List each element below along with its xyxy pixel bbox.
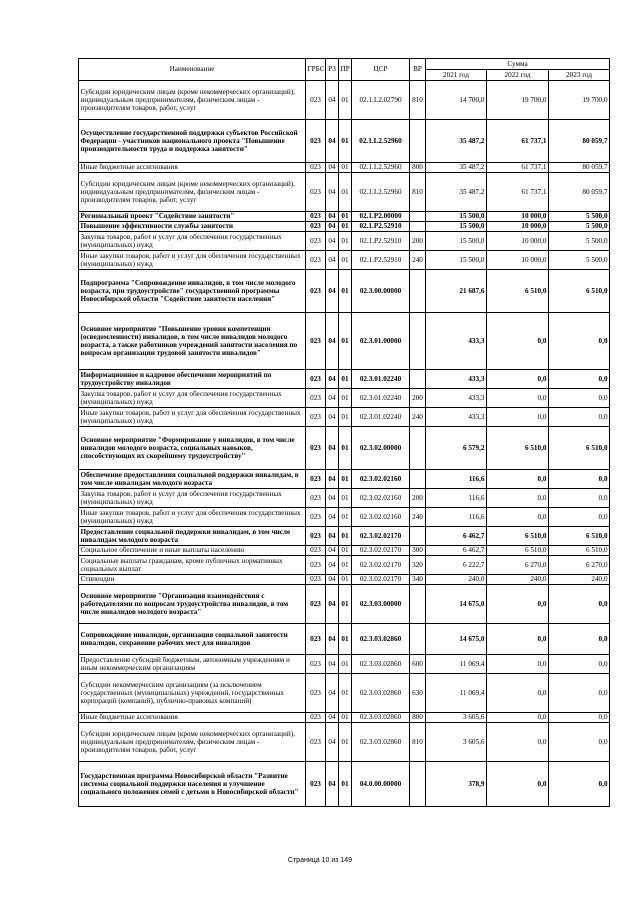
row-vr — [410, 313, 426, 370]
row-name: Закупка товаров, работ и услуг для обеспечения государственных (муниципальных) нужд — [79, 232, 306, 251]
row-rz: 04 — [326, 370, 339, 389]
row-rz: 04 — [326, 212, 339, 222]
table-row — [79, 251, 610, 270]
row-name: Информационное и кадровое обеспечение мероприятий по трудоустройству инвалидов — [79, 370, 306, 389]
row-sum-2022: 0,0 — [487, 713, 549, 723]
row-rz: 04 — [326, 556, 339, 575]
row-pr: 01 — [339, 556, 352, 575]
row-sum-2022: 0,0 — [487, 723, 549, 762]
row-sum-2021: 3 605,6 — [426, 713, 487, 723]
table-row — [79, 624, 610, 655]
row-csr: 02.3.02.00000 — [352, 427, 410, 470]
row-sum-2021: 116,6 — [426, 489, 487, 508]
table-row — [79, 713, 610, 723]
row-sum-2021: 378,9 — [426, 762, 487, 807]
row-grbs: 023 — [306, 232, 326, 251]
row-sum-2022: 0,0 — [487, 674, 549, 713]
row-rz: 04 — [326, 527, 339, 546]
row-pr: 01 — [339, 723, 352, 762]
row-sum-2021: 21 687,6 — [426, 270, 487, 313]
row-sum-2023: 6 510,0 — [549, 527, 610, 546]
row-grbs: 023 — [306, 408, 326, 427]
row-sum-2021: 35 487,2 — [426, 163, 487, 173]
row-grbs: 023 — [306, 546, 326, 556]
row-rz: 04 — [326, 508, 339, 527]
row-vr: 600 — [410, 655, 426, 674]
row-rz: 04 — [326, 120, 339, 163]
row-vr: 340 — [410, 575, 426, 585]
row-sum-2023: 5 500,0 — [549, 251, 610, 270]
row-rz: 04 — [326, 762, 339, 807]
row-sum-2021: 433,3 — [426, 389, 487, 408]
row-csr: 02.1.P2.52910 — [352, 232, 410, 251]
row-sum-2023: 0,0 — [549, 489, 610, 508]
row-csr: 02.3.02.02170 — [352, 556, 410, 575]
row-csr: 02.3.03.02860 — [352, 713, 410, 723]
row-vr — [410, 212, 426, 222]
row-sum-2023: 240,0 — [549, 575, 610, 585]
row-sum-2021: 3 605,6 — [426, 723, 487, 762]
table-row — [79, 120, 610, 163]
table-row — [79, 232, 610, 251]
row-sum-2021: 116,6 — [426, 470, 487, 489]
header-year-2021: 2021 год — [426, 70, 487, 81]
row-sum-2023: 5 500,0 — [549, 212, 610, 222]
row-sum-2023: 6 510,0 — [549, 427, 610, 470]
row-sum-2023: 0,0 — [549, 508, 610, 527]
row-name: Региональный проект "Содействие занятости" — [79, 212, 306, 222]
row-name: Социальные выплаты гражданам, кроме публичных нормативных социальных выплат — [79, 556, 306, 575]
row-name: Основное мероприятие "Повышение уровня компетенции (осведомленности) инвалидов, в том числе инвалидов молодого возраста, а также работников учреждений занятости населения по вопросам организации трудовой занятости инвалидов" — [79, 313, 306, 370]
row-sum-2023: 6 510,0 — [549, 546, 610, 556]
row-sum-2022: 0,0 — [487, 585, 549, 624]
row-name: Субсидии юридическим лицам (кроме некоммерческих организаций), индивидуальным предпринимателям, физическим лицам - производителям товаров, работ, услуг — [79, 173, 306, 212]
table-row — [79, 585, 610, 624]
row-name: Сопровождение инвалидов, организация социальной занятости инвалидов, сохранение рабочих мест для инвалидов — [79, 624, 306, 655]
row-pr: 01 — [339, 489, 352, 508]
row-sum-2022: 61 737,1 — [487, 173, 549, 212]
table-row — [79, 723, 610, 762]
row-sum-2022: 19 700,0 — [487, 81, 549, 120]
row-csr: 02.1.L2.52960 — [352, 173, 410, 212]
row-sum-2022: 6 510,0 — [487, 427, 549, 470]
header-rz: РЗ — [326, 59, 339, 81]
row-sum-2022: 0,0 — [487, 624, 549, 655]
row-sum-2021: 15 500,0 — [426, 232, 487, 251]
row-pr: 01 — [339, 173, 352, 212]
row-pr: 01 — [339, 508, 352, 527]
row-sum-2023: 0,0 — [549, 313, 610, 370]
header-grbs: ГРБС — [306, 59, 326, 81]
row-name: Субсидии юридическим лицам (кроме некоммерческих организаций), индивидуальным предпринимателям, физическим лицам - производителям товаров, работ, услуг — [79, 81, 306, 120]
row-pr: 01 — [339, 527, 352, 546]
table-body — [79, 81, 610, 807]
row-pr: 01 — [339, 408, 352, 427]
row-csr: 02.3.02.02170 — [352, 527, 410, 546]
row-grbs: 023 — [306, 762, 326, 807]
row-sum-2021: 6 462,7 — [426, 527, 487, 546]
row-pr: 01 — [339, 313, 352, 370]
row-grbs: 023 — [306, 585, 326, 624]
row-sum-2021: 15 500,0 — [426, 212, 487, 222]
row-grbs: 023 — [306, 212, 326, 222]
row-rz: 04 — [326, 546, 339, 556]
row-csr: 02.3.00.00000 — [352, 270, 410, 313]
row-csr: 02.3.01.02240 — [352, 408, 410, 427]
row-sum-2023: 0,0 — [549, 389, 610, 408]
row-grbs: 023 — [306, 489, 326, 508]
row-name: Иные закупки товаров, работ и услуг для обеспечения государственных (муниципальных) нужд — [79, 508, 306, 527]
row-name: Обеспечение предоставления социальной поддержки инвалидам, в том числе инвалидам молодого возраста — [79, 470, 306, 489]
header-year-2022: 2022 год — [487, 70, 549, 81]
row-sum-2022: 6 270,0 — [487, 556, 549, 575]
row-csr: 02.3.03.02860 — [352, 624, 410, 655]
row-vr: 630 — [410, 674, 426, 713]
row-csr: 02.3.02.02170 — [352, 575, 410, 585]
row-sum-2022: 0,0 — [487, 489, 549, 508]
row-sum-2023: 80 059,7 — [549, 120, 610, 163]
row-grbs: 023 — [306, 270, 326, 313]
row-pr: 01 — [339, 624, 352, 655]
row-pr: 01 — [339, 251, 352, 270]
row-sum-2023: 80 059,7 — [549, 173, 610, 212]
row-sum-2023: 0,0 — [549, 762, 610, 807]
row-csr: 02.3.02.02160 — [352, 508, 410, 527]
header-pr: ПР — [339, 59, 352, 81]
row-csr: 02.3.02.02170 — [352, 546, 410, 556]
row-vr — [410, 762, 426, 807]
row-csr: 02.1.L2.52960 — [352, 120, 410, 163]
row-pr: 01 — [339, 120, 352, 163]
row-sum-2022: 0,0 — [487, 762, 549, 807]
row-pr: 01 — [339, 585, 352, 624]
row-pr: 01 — [339, 470, 352, 489]
row-name: Закупка товаров, работ и услуг для обеспечения государственных (муниципальных) нужд — [79, 389, 306, 408]
row-pr: 01 — [339, 232, 352, 251]
table-row — [79, 674, 610, 713]
row-vr: 240 — [410, 251, 426, 270]
row-name: Иные бюджетные ассигнования — [79, 713, 306, 723]
row-csr: 02.1.P2.52910 — [352, 251, 410, 270]
row-vr: 800 — [410, 163, 426, 173]
table-row — [79, 81, 610, 120]
row-grbs: 023 — [306, 173, 326, 212]
row-vr — [410, 624, 426, 655]
row-sum-2022: 0,0 — [487, 313, 549, 370]
row-csr: 02.1.P2.52910 — [352, 222, 410, 232]
row-name: Основное мероприятие "Организация взаимодействия с работодателями по вопросам трудоустройства инвалидов, в том числе инвалидов молодого возраста" — [79, 585, 306, 624]
row-pr: 01 — [339, 222, 352, 232]
row-sum-2022: 6 510,0 — [487, 527, 549, 546]
row-pr: 01 — [339, 370, 352, 389]
row-grbs: 023 — [306, 556, 326, 575]
table-row — [79, 270, 610, 313]
row-sum-2023: 6 270,0 — [549, 556, 610, 575]
row-pr: 01 — [339, 163, 352, 173]
row-vr — [410, 585, 426, 624]
row-name: Иные закупки товаров, работ и услуг для обеспечения государственных (муниципальных) нужд — [79, 408, 306, 427]
row-sum-2021: 14 675,0 — [426, 624, 487, 655]
page-number: Страница 10 из 149 — [287, 857, 353, 864]
header-sum: Сумма — [426, 59, 610, 70]
row-rz: 04 — [326, 489, 339, 508]
row-grbs: 023 — [306, 527, 326, 546]
row-sum-2023: 80 059,7 — [549, 163, 610, 173]
row-vr: 200 — [410, 489, 426, 508]
row-sum-2021: 35 487,2 — [426, 173, 487, 212]
row-grbs: 023 — [306, 655, 326, 674]
row-sum-2023: 0,0 — [549, 470, 610, 489]
row-sum-2022: 6 510,0 — [487, 546, 549, 556]
row-csr: 02.3.03.02860 — [352, 655, 410, 674]
row-sum-2021: 6 579,2 — [426, 427, 487, 470]
row-sum-2022: 0,0 — [487, 508, 549, 527]
row-vr: 810 — [410, 81, 426, 120]
row-sum-2023: 6 510,0 — [549, 270, 610, 313]
row-rz: 04 — [326, 624, 339, 655]
row-csr: 04.0.00.00000 — [352, 762, 410, 807]
row-sum-2021: 15 500,0 — [426, 251, 487, 270]
row-sum-2021: 240,0 — [426, 575, 487, 585]
row-rz: 04 — [326, 270, 339, 313]
row-grbs: 023 — [306, 508, 326, 527]
row-pr: 01 — [339, 81, 352, 120]
row-sum-2021: 433,3 — [426, 313, 487, 370]
table-row — [79, 655, 610, 674]
row-csr: 02.3.01.02240 — [352, 370, 410, 389]
row-vr: 810 — [410, 173, 426, 212]
row-sum-2023: 0,0 — [549, 674, 610, 713]
row-rz: 04 — [326, 232, 339, 251]
row-grbs: 023 — [306, 370, 326, 389]
row-sum-2022: 240,0 — [487, 575, 549, 585]
row-sum-2022: 6 510,0 — [487, 270, 549, 313]
row-vr: 200 — [410, 232, 426, 251]
header-name: Наименование — [79, 59, 306, 81]
row-name: Предоставление субсидий бюджетным, автономным учреждениям и иным некоммерческим организациям — [79, 655, 306, 674]
row-pr: 01 — [339, 762, 352, 807]
row-csr: 02.1.P2.00000 — [352, 212, 410, 222]
row-sum-2021: 6 222,7 — [426, 556, 487, 575]
row-pr: 01 — [339, 674, 352, 713]
row-name: Субсидии некоммерческим организациям (за исключением государственных (муниципальных) учреждений, государственных корпораций (компаний), публично-правовых компаний) — [79, 674, 306, 713]
row-sum-2023: 0,0 — [549, 370, 610, 389]
row-name: Повышение эффективности службы занятости — [79, 222, 306, 232]
row-vr — [410, 427, 426, 470]
row-rz: 04 — [326, 575, 339, 585]
row-csr: 02.1.L2.52960 — [352, 163, 410, 173]
row-vr — [410, 120, 426, 163]
row-rz: 04 — [326, 408, 339, 427]
header-csr: ЦСР — [352, 59, 410, 81]
table-row — [79, 762, 610, 807]
row-csr: 02.3.03.00000 — [352, 585, 410, 624]
row-grbs: 023 — [306, 723, 326, 762]
row-rz: 04 — [326, 723, 339, 762]
row-rz: 04 — [326, 222, 339, 232]
row-sum-2022: 0,0 — [487, 389, 549, 408]
row-sum-2021: 433,3 — [426, 408, 487, 427]
row-csr: 02.1.L2.02790 — [352, 81, 410, 120]
row-sum-2022: 10 000,0 — [487, 232, 549, 251]
row-sum-2022: 10 000,0 — [487, 222, 549, 232]
row-vr — [410, 527, 426, 546]
row-sum-2022: 10 000,0 — [487, 251, 549, 270]
row-grbs: 023 — [306, 624, 326, 655]
row-grbs: 023 — [306, 313, 326, 370]
row-sum-2023: 0,0 — [549, 585, 610, 624]
header-vr: ВР — [410, 59, 426, 81]
row-sum-2023: 5 500,0 — [549, 232, 610, 251]
table-row — [79, 173, 610, 212]
row-sum-2021: 6 462,7 — [426, 546, 487, 556]
row-sum-2023: 19 700,0 — [549, 81, 610, 120]
row-pr: 01 — [339, 270, 352, 313]
row-rz: 04 — [326, 674, 339, 713]
row-pr: 01 — [339, 546, 352, 556]
row-vr: 800 — [410, 713, 426, 723]
row-sum-2022: 0,0 — [487, 470, 549, 489]
row-grbs: 023 — [306, 81, 326, 120]
row-grbs: 023 — [306, 470, 326, 489]
row-rz: 04 — [326, 251, 339, 270]
row-csr: 02.3.02.02160 — [352, 489, 410, 508]
table-row — [79, 212, 610, 222]
row-csr: 02.3.01.00000 — [352, 313, 410, 370]
row-csr: 02.3.01.02240 — [352, 389, 410, 408]
row-sum-2023: 0,0 — [549, 713, 610, 723]
table-row — [79, 556, 610, 575]
row-grbs: 023 — [306, 120, 326, 163]
row-sum-2021: 11 069,4 — [426, 655, 487, 674]
row-pr: 01 — [339, 389, 352, 408]
table-row — [79, 489, 610, 508]
row-pr: 01 — [339, 575, 352, 585]
row-grbs: 023 — [306, 674, 326, 713]
row-name: Предоставление социальной поддержки инвалидам, в том числе инвалидам молодого возраста — [79, 527, 306, 546]
table-row — [79, 389, 610, 408]
row-name: Подпрограмма "Сопровождение инвалидов, в том числе молодого возраста, при трудоустройстве" государственной программы Новосибирской области "Содействие занятости населения" — [79, 270, 306, 313]
row-sum-2022: 0,0 — [487, 408, 549, 427]
row-sum-2022: 61 737,1 — [487, 163, 549, 173]
table-row — [79, 508, 610, 527]
row-name: Стипендии — [79, 575, 306, 585]
row-rz: 04 — [326, 81, 339, 120]
row-vr — [410, 270, 426, 313]
row-name: Социальное обеспечение и иные выплаты населению — [79, 546, 306, 556]
row-sum-2021: 116,6 — [426, 508, 487, 527]
row-name: Субсидии юридическим лицам (кроме некоммерческих организаций), индивидуальным предпринимателям, физическим лицам - производителям товаров, работ, услуг — [79, 723, 306, 762]
row-sum-2022: 0,0 — [487, 655, 549, 674]
row-sum-2023: 0,0 — [549, 624, 610, 655]
table-header-row — [79, 59, 610, 70]
table-row — [79, 427, 610, 470]
table-row — [79, 575, 610, 585]
row-sum-2021: 15 500,0 — [426, 222, 487, 232]
row-grbs: 023 — [306, 389, 326, 408]
row-vr: 240 — [410, 408, 426, 427]
row-sum-2021: 14 700,0 — [426, 81, 487, 120]
row-grbs: 023 — [306, 427, 326, 470]
row-rz: 04 — [326, 427, 339, 470]
row-sum-2022: 61 737,1 — [487, 120, 549, 163]
row-name: Основное мероприятие "Формирование у инвалидов, в том числе инвалидов молодого возраста, социальных навыков, способствующих их скорейшему трудоустройству" — [79, 427, 306, 470]
header-year-2023: 2023 год — [549, 70, 610, 81]
row-grbs: 023 — [306, 713, 326, 723]
row-rz: 04 — [326, 313, 339, 370]
row-name: Закупка товаров, работ и услуг для обеспечения государственных (муниципальных) нужд — [79, 489, 306, 508]
row-name: Иные бюджетные ассигнования — [79, 163, 306, 173]
row-sum-2023: 0,0 — [549, 408, 610, 427]
row-rz: 04 — [326, 173, 339, 212]
row-vr — [410, 470, 426, 489]
row-pr: 01 — [339, 212, 352, 222]
row-rz: 04 — [326, 713, 339, 723]
row-sum-2021: 35 487,2 — [426, 120, 487, 163]
row-rz: 04 — [326, 389, 339, 408]
table-row — [79, 370, 610, 389]
row-sum-2021: 11 069,4 — [426, 674, 487, 713]
row-sum-2022: 0,0 — [487, 370, 549, 389]
row-vr: 240 — [410, 508, 426, 527]
row-rz: 04 — [326, 470, 339, 489]
row-vr: 810 — [410, 723, 426, 762]
budget-table — [78, 58, 610, 807]
row-sum-2023: 0,0 — [549, 723, 610, 762]
table-row — [79, 222, 610, 232]
row-name: Государственная программа Новосибирской области "Развитие системы социальной поддержки населения и улучшение социального положения семей с детьми в Новосибирской области" — [79, 762, 306, 807]
row-grbs: 023 — [306, 251, 326, 270]
row-vr — [410, 370, 426, 389]
row-vr — [410, 222, 426, 232]
row-pr: 01 — [339, 655, 352, 674]
table-row — [79, 313, 610, 370]
table-row — [79, 163, 610, 173]
row-name: Иные закупки товаров, работ и услуг для обеспечения государственных (муниципальных) нужд — [79, 251, 306, 270]
table-row — [79, 470, 610, 489]
row-sum-2021: 14 675,0 — [426, 585, 487, 624]
row-vr: 320 — [410, 556, 426, 575]
table-row — [79, 408, 610, 427]
row-sum-2023: 5 500,0 — [549, 222, 610, 232]
row-csr: 02.3.03.02860 — [352, 723, 410, 762]
row-grbs: 023 — [306, 575, 326, 585]
row-grbs: 023 — [306, 222, 326, 232]
row-pr: 01 — [339, 713, 352, 723]
row-sum-2023: 0,0 — [549, 655, 610, 674]
row-pr: 01 — [339, 427, 352, 470]
row-name: Осуществление государственной поддержки субъектов Российской Федерации - участников национального проекта "Повышение производительности труда и поддержка занятости" — [79, 120, 306, 163]
row-vr: 200 — [410, 389, 426, 408]
row-rz: 04 — [326, 585, 339, 624]
row-rz: 04 — [326, 163, 339, 173]
table-row — [79, 527, 610, 546]
row-sum-2021: 433,3 — [426, 370, 487, 389]
table-row — [79, 546, 610, 556]
row-csr: 02.3.03.02860 — [352, 674, 410, 713]
row-vr: 300 — [410, 546, 426, 556]
row-csr: 02.3.02.02160 — [352, 470, 410, 489]
row-rz: 04 — [326, 655, 339, 674]
row-grbs: 023 — [306, 163, 326, 173]
row-sum-2022: 10 000,0 — [487, 212, 549, 222]
